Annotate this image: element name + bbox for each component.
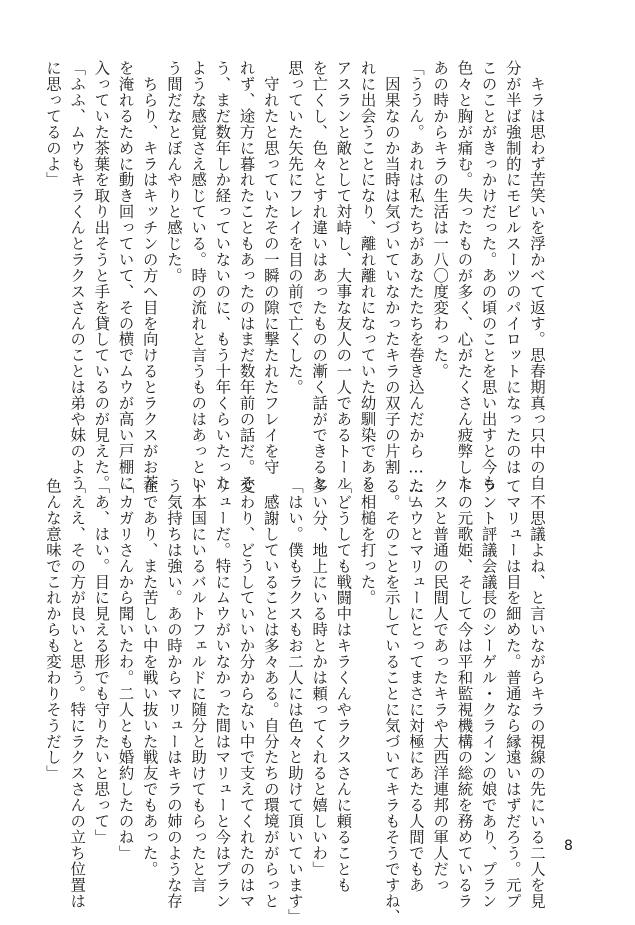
- text-column: キラは思わず苦笑いを浮かべて返す。思春期真っ只中の自: [528, 60, 546, 491]
- text-column: 入っていた茶葉を取り出そうと手を貸しているのが見えた。: [92, 60, 111, 491]
- text-column: トの元歌姫、そして今は平和監視機構の総統を務めているラ: [455, 478, 474, 909]
- text-column: に思ってるのよ」: [43, 60, 62, 188]
- text-column: ラント評議会議長のシーゲル・クラインの娘であり、プラン: [479, 478, 498, 909]
- text-column: 多い分、地上にいる時とかは頼ってくれると嬉しいわ」: [310, 478, 329, 877]
- text-column: 色んな意味でこれからも変わりそうだし」: [43, 478, 62, 782]
- page-number: 8: [564, 838, 573, 854]
- text-column: 感謝していることは多々ある。自分たちの環境ががらっと: [261, 478, 280, 909]
- text-column: 分が半ば強制的にモビルスーツのパイロットになったのは: [503, 60, 522, 475]
- text-column: 「あ、はい。目に見える形でも守りたいと思って」: [92, 478, 111, 845]
- lower-text-block: [41, 478, 549, 925]
- text-column: と相槌を打った。: [358, 478, 377, 606]
- text-column: を淹れるために動き回っていて、その横でムウが高い戸棚に: [116, 60, 135, 491]
- text-column: 守れたと思っていたその一瞬の隙に撃たれたフレイを守: [261, 60, 280, 475]
- text-column: クスと普通の民間人であったキラや大西洋連邦の軍人だっ: [431, 478, 450, 893]
- upper-text-block: [41, 60, 549, 512]
- text-column: 因果なのか当時は気づいていなかったキラの双子の片割: [382, 60, 401, 475]
- text-column: 「ううん。あれは私たちがあなたたちを巻き込んだから……」: [406, 60, 425, 512]
- text-column: 在であり、また苦しい中を戦い抜いた戦友でもあった。: [140, 478, 159, 877]
- text-column: 不思議よね、と言いながらキラの視線の先にいる二人を見: [528, 478, 546, 909]
- text-column: う間だなとぼんやりと感じた。: [164, 60, 183, 284]
- text-column: 色々と胸が痛む。失ったものが多く、心がたくさん疲弊した: [455, 60, 474, 491]
- text-column: れず、途方に暮れたこともあったのはまだ数年前の話だ。そ: [237, 60, 256, 491]
- text-column: を亡くし、色々とすれ違いはあったものの漸く話ができると: [310, 60, 329, 491]
- text-column: 思っていた矢先にフレイを目の前で亡くした。: [285, 60, 304, 395]
- text-column: 変わり、どうしていいか分からない中で支えてくれたのはマ: [237, 478, 256, 909]
- text-column: 「はい。僕もラクスもお二人には色々と助けて頂いています」: [285, 478, 304, 925]
- text-column: う、まだ数年しか経っていないのに、もう十年くらいたった: [213, 60, 232, 491]
- text-column: る。そのことを示していることに気づいてキラもそうですね、: [382, 478, 401, 925]
- text-column: たムウとマリューにとってまさに対極にあたる人間でもあ: [406, 478, 425, 893]
- text-column: 「どうしても戦闘中はキラくんやラクスさんに頼ることも: [334, 478, 353, 893]
- text-column: ちらり、キラはキッチンの方へ目を向けるとラクスがお茶: [140, 60, 159, 491]
- text-column: アスランと敵として対峙し、大事な友人の一人であるトール: [334, 60, 353, 491]
- text-column: 「ふふ、ムウもキラくんとラクスさんのことは弟や妹のよう: [68, 60, 87, 491]
- text-column: ような感覚さえ感じている。時の流れと言うものはあっとい: [189, 60, 208, 491]
- text-column: ト本国にいるバルトフェルドに随分と助けてもらったと言: [189, 478, 208, 893]
- text-column: う気持ちは強い。あの時からマリューはキラの姉のような存: [164, 478, 183, 909]
- text-column: このことがきっかけだった。あの頃のことを思い出すと今も: [479, 60, 498, 491]
- text-column: れに出会うことになり、離れ離れになっていた幼馴染である: [358, 60, 377, 491]
- text-column: 「カガリさんから聞いたわ。二人とも婚約したのね」: [116, 478, 135, 861]
- text-column: 「ええ、その方が良いと思う。特にラクスさんの立ち位置は: [68, 478, 87, 909]
- text-column: あの時からキラの生活は一八〇度変わった。: [431, 60, 450, 379]
- text-column: リューだ。特にムウがいなかった間はマリューと今はプラン: [213, 478, 232, 909]
- text-column: てマリューは目を細めた。普通なら縁遠いはずだろう。元プ: [503, 478, 522, 909]
